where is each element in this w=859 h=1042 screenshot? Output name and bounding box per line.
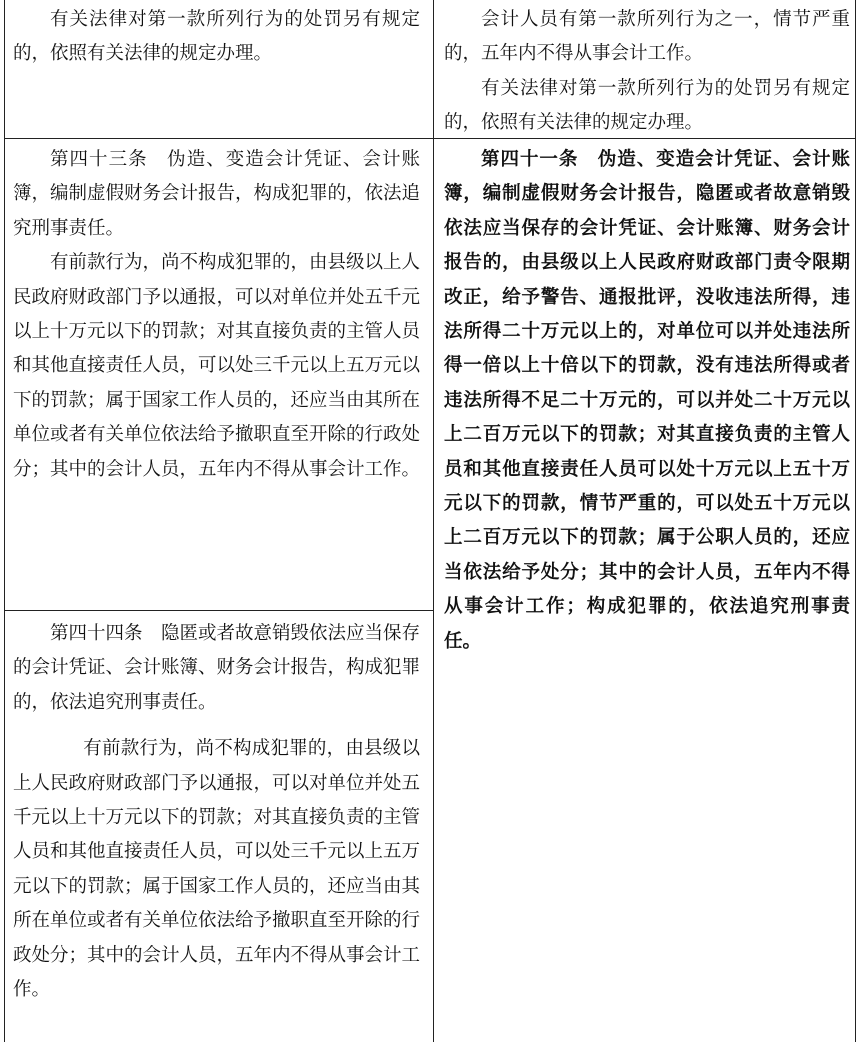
left-cell-2 — [13, 143, 420, 609]
article-43-paragraph: 第四十三条 伪造、变造会计凭证、会计账簿，编制虚假财务会计报告，构成犯罪的，依法追究刑事责任。 — [13, 149, 420, 239]
table-border-right — [855, 0, 856, 1042]
paragraph: 有关法律对第一款所列行为的处罚另有规定的，依照有关法律的规定办理。 — [13, 9, 420, 65]
table-row-divider-1 — [4, 138, 856, 139]
left-row-divider-2 — [4, 610, 434, 611]
right-cell-2 — [444, 143, 850, 703]
article-44-paragraph: 第四十四条 隐匿或者故意销毁依法应当保存的会计凭证、会计账簿、财务会计报告，构成犯罪的，依法追究刑事责任。 — [13, 623, 420, 713]
comparison-table — [4, 0, 856, 1042]
table-divider-middle — [433, 0, 434, 1042]
paragraph: 有关法律对第一款所列行为的处罚另有规定的，依照有关法律的规定办理。 — [444, 77, 850, 134]
article-41-paragraph: 第四十一条 伪造、变造会计凭证、会计账簿，编制虚假财务会计报告，隐匿或者故意销毁依法应当保存的会计凭证、会计账簿、财务会计报告的，由县级以上人民政府财政部门责令限期改正，给予警告、通报批评，没收违法所得，违法所得二十万元以上的，对单位可以并处违法所得一倍以上十倍以下的罚款，没有违法所得或者违法所得不足二十万元的，可以并处二十万元以上二百万元以下的罚款；对其直接负责的主管人员和其他直接责任人员可以处十万元以上五十万元以下的罚款，情节严重的，可以处五十万元以上二百万元以下的罚款；属于公职人员的，还应当依法给予处分；其中的会计人员，五年内不得从事会计工作；构成犯罪的，依法追究刑事责任。 — [444, 149, 850, 652]
paragraph: 会计人员有第一款所列行为之一，情节严重的，五年内不得从事会计工作。 — [444, 9, 850, 65]
right-cell-1 — [444, 3, 850, 137]
left-cell-1 — [13, 3, 420, 137]
paragraph: 有前款行为，尚不构成犯罪的，由县级以上人民政府财政部门予以通报，可以对单位并处五千元以上十万元以下的罚款；对其直接负责的主管人员和其他直接责任人员，可以处三千元以上五万元以下的罚款；属于国家工作人员的，还应当由其所在单位或者有关单位依法给予撤职直至开除的行政处分；其中的会计人员，五年内不得从事会计工作。 — [13, 252, 420, 480]
table-border-left — [4, 0, 5, 1042]
left-cell-3 — [13, 617, 420, 1041]
paragraph: 有前款行为，尚不构成犯罪的，由县级以上人民政府财政部门予以通报，可以对单位并处五千元以上十万元以下的罚款；对其直接负责的主管人员和其他直接责任人员，可以处三千元以上五万元以下的罚款；属于国家工作人员的，还应当由其所在单位或者有关单位依法给予撤职直至开除的行政处分；其中的会计人员，五年内不得从事会计工作。 — [13, 738, 420, 1001]
